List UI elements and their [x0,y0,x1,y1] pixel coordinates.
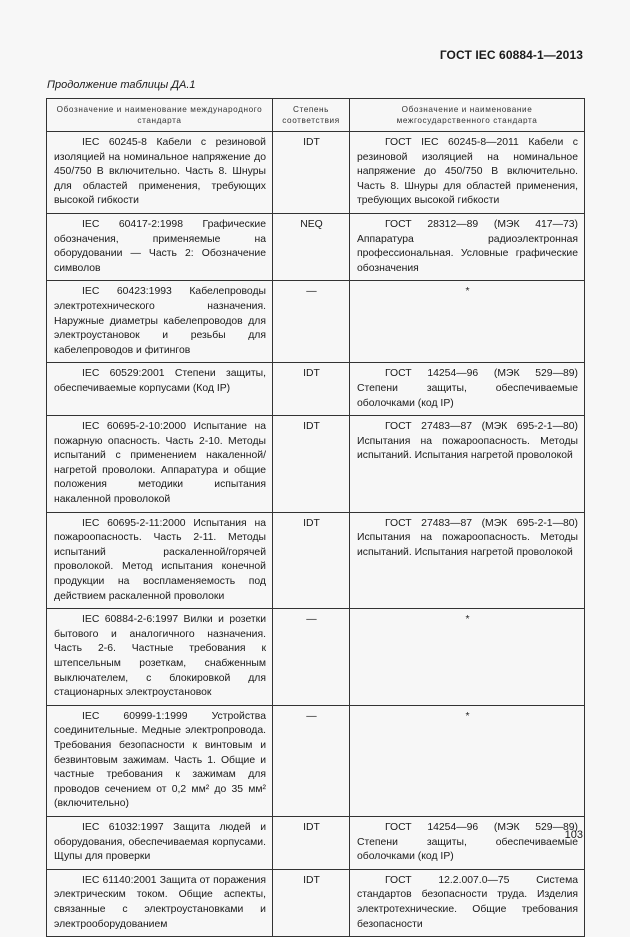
degree-cell: IDT [273,869,350,936]
international-standard-cell: IEC 60529:2001 Степени защиты, обеспечиваемые корпусами (Код IP) [47,363,273,416]
table-row [47,705,585,816]
table-header-row [47,99,585,132]
table-row [47,609,585,706]
interstate-standard-cell: ГОСТ 14254—96 (МЭК 529—89) Степени защиты, обеспечиваемые оболочками (код IP) [350,363,585,416]
interstate-standard-cell: ГОСТ 28312—89 (МЭК 417—73) Аппаратура радиоэлектронная профессиональная. Условные графические обозначения [350,213,585,280]
document-header: ГОСТ IEC 60884-1—2013 [439,48,583,62]
table-row [47,213,585,280]
degree-cell: — [273,281,350,363]
interstate-standard-cell: ГОСТ 12.2.007.0—75 Система стандартов безопасности труда. Изделия электротехнические. Общие требования безопасности [350,869,585,936]
table-row [47,416,585,513]
table-row [47,869,585,936]
international-standard-cell: IEC 60695-2-11:2000 Испытания на пожароопасность. Часть 2-11. Методы испытаний раскаленной/горячей проволокой. Метод испытания конечной продукции на воспламеняемость под действием раскаленной проволоки [47,512,273,609]
interstate-standard-cell: ГОСТ IEC 60245-8—2011 Кабели с резиновой изоляцией на номинальное напряжение до 450/750 В включительно. Часть 8. Шнуры для областей применения, требующих высокой гибкости [350,132,585,214]
table-row [47,816,585,869]
degree-cell: NEQ [273,213,350,280]
column-header-interstate: Обозначение и наименование межгосударственного стандарта [350,99,585,132]
degree-cell: IDT [273,363,350,416]
standards-correspondence-table [46,98,585,937]
international-standard-cell: IEC 61032:1997 Защита людей и оборудования, обеспечиваемая корпусами. Щупы для проверки [47,816,273,869]
column-header-international: Обозначение и наименование международного стандарта [47,99,273,132]
table-row [47,132,585,214]
column-header-degree: Степень соответствия [273,99,350,132]
degree-cell: — [273,609,350,706]
international-standard-cell: IEC 60423:1993 Кабелепроводы электротехнического назначения. Наружные диаметры кабелепроводов для электроустановок и резьбы для кабелепроводов и фитингов [47,281,273,363]
interstate-standard-cell: * [350,705,585,816]
international-standard-cell: IEC 60999-1:1999 Устройства соединительные. Медные электропровода. Требования безопасности к винтовым и безвинтовым зажимам. Часть 1. Общие и частные требования к зажимам для проводов сечением от 0,2 мм² до 35 мм² (включительно) [47,705,273,816]
degree-cell: — [273,705,350,816]
international-standard-cell: IEC 60884-2-6:1997 Вилки и розетки бытового и аналогичного назначения. Часть 2-6. Частные требования к штепсельным розеткам, снабженным выключателем, с блокировкой для стационарных электроустановок [47,609,273,706]
table-row [47,281,585,363]
degree-cell: IDT [273,416,350,513]
international-standard-cell: IEC 61140:2001 Защита от поражения электрическим током. Общие аспекты, связанные с электроустановками и электрооборудованием [47,869,273,936]
interstate-standard-cell: * [350,281,585,363]
interstate-standard-cell: * [350,609,585,706]
international-standard-cell: IEC 60417-2:1998 Графические обозначения, применяемые на оборудовании — Часть 2: Обозначение символов [47,213,273,280]
table-row [47,512,585,609]
degree-cell: IDT [273,132,350,214]
interstate-standard-cell: ГОСТ 14254—96 (МЭК 529—89) Степени защиты, обеспечиваемые оболочками (код IP) [350,816,585,869]
interstate-standard-cell: ГОСТ 27483—87 (МЭК 695-2-1—80) Испытания на пожароопасность. Методы испытаний. Испытания нагретой проволокой [350,512,585,609]
page-number: 103 [564,829,583,841]
table-caption: Продолжение таблицы ДА.1 [47,79,196,91]
international-standard-cell: IEC 60245-8 Кабели с резиновой изоляцией на номинальное напряжение до 450/750 В включительно. Часть 8. Шнуры для областей применения, требующих высокой гибкости [47,132,273,214]
international-standard-cell: IEC 60695-2-10:2000 Испытание на пожарную опасность. Часть 2-10. Методы испытаний с применением накаленной/нагретой проволоки. Аппаратура и общие положения методики испытания накаленной проволокой [47,416,273,513]
degree-cell: IDT [273,512,350,609]
interstate-standard-cell: ГОСТ 27483—87 (МЭК 695-2-1—80) Испытания на пожароопасность. Методы испытаний. Испытания нагретой проволокой [350,416,585,513]
degree-cell: IDT [273,816,350,869]
table-row [47,363,585,416]
